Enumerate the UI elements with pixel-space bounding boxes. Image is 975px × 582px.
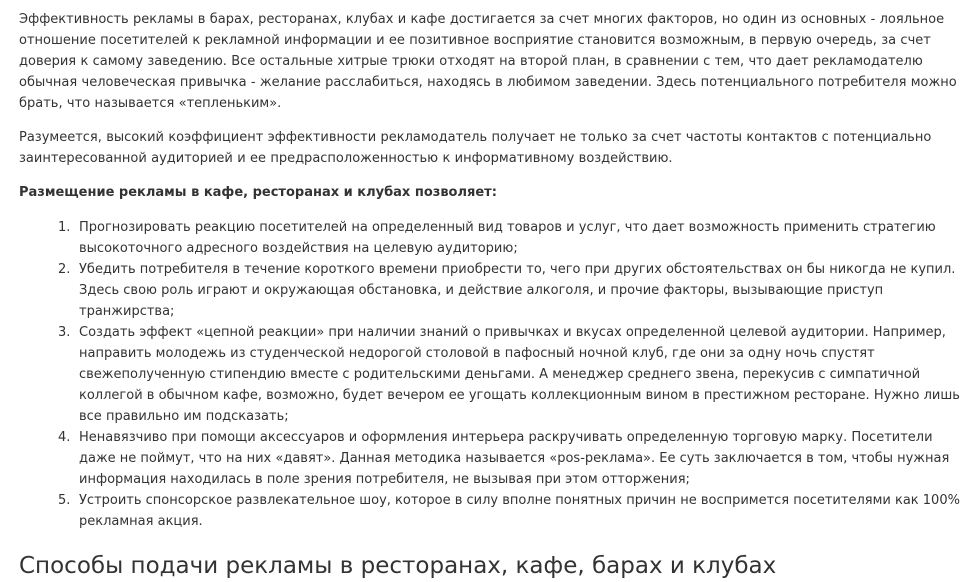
list-item [19,490,963,532]
list-item [19,322,963,427]
list-item-text: Убедить потребителя в течение короткого времени приобрести то, чего при других обстоятельствах он бы никогда не купил. Здесь свою роль играют и окружающая обстановка, и действие алкоголя, и прочие факторы, вызывающие приступ транжирства; [79,262,956,319]
effectiveness-paragraph: Разумеется, высокий коэффициент эффективности рекламодатель получает не только за счет частоты контактов с потенциально заинтересованной аудиторией и ее предрасположенностью к информативному воздействию. [19,130,932,166]
section-heading: Способы подачи рекламы в ресторанах, кафе, барах и клубах [19,553,777,579]
list-item [19,259,963,322]
list-item-text: Прогнозировать реакцию посетителей на определенный вид товаров и услуг, что дает возможность применить стратегию высокоточного адресного воздействия на целевую аудиторию; [79,220,936,256]
list-item-text: Ненавязчиво при помощи аксессуаров и оформления интерьера раскручивать определенную торговую марку. Посетители даже не поймут, что на них «давят». Данная методика называется «pos-реклама». Ее суть заключается в том, чтобы нужная информация находилась в поле зрения потребителя, не вызывая при этом отторжения; [79,430,950,487]
list-item [19,217,963,259]
list-lead-heading: Размещение рекламы в кафе, ресторанах и клубах позволяет: [19,185,497,200]
list-item-number: 4. [58,430,71,445]
benefits-list [19,217,963,532]
intro-paragraph: Эффективность рекламы в барах, ресторанах, клубах и кафе достигается за счет многих факторов, но один из основных - лояльное отношение посетителей к рекламной информации и ее позитивное восприятие становится возможным, в первую очередь, за счет доверия к самому заведению. Все остальные хитрые трюки отходят на второй план, в сравнении с тем, что дает рекламодателю обычная человеческая привычка - желание расслабиться, находясь в любимом заведении. Здесь потенциального потребителя можно брать, что называется «тепленьким». [19,12,957,111]
list-item [19,427,963,490]
list-item-number: 5. [58,493,71,508]
list-item-number: 2. [58,262,71,277]
list-item-number: 1. [58,220,71,235]
list-item-text: Создать эффект «цепной реакции» при наличии знаний о привычках и вкусах определенной целевой аудитории. Например, направить молодежь из студенческой недорогой столовой в пафосный ночной клуб, где они за одну ночь спустят свежеполученную стипендию вместе с родительскими деньгами. А менеджер среднего звена, перекусив с симпатичной коллегой в обычном кафе, возможно, будет вечером ее угощать коллекционным вином в престижном ресторане. Нужно лишь все правильно им подсказать; [79,325,960,424]
list-item-text: Устроить спонсорское развлекательное шоу, которое в силу вполне понятных причин не воспримется посетителями как 100% рекламная акция. [79,493,960,529]
list-item-number: 3. [58,325,71,340]
